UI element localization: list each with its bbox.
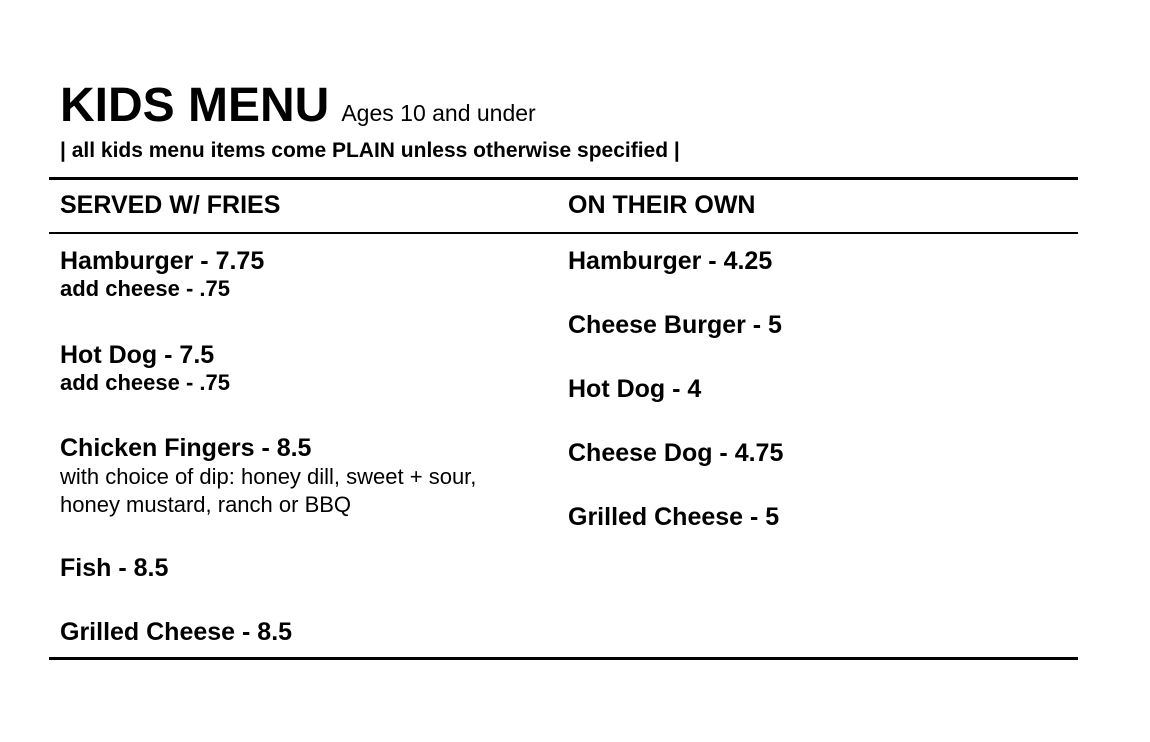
menu-item-grilled-cheese-fries bbox=[60, 617, 292, 647]
menu-note: | all kids menu items come PLAIN unless otherwise specified | bbox=[60, 139, 680, 162]
bottom-divider bbox=[49, 657, 1078, 660]
menu-item-addon: add cheese - .75 bbox=[60, 370, 230, 395]
menu-item-description: honey mustard, ranch or BBQ bbox=[60, 492, 352, 517]
menu-item-name: Cheese Burger - 5 bbox=[568, 311, 782, 339]
menu-item-name: Hamburger - 4.25 bbox=[568, 247, 773, 275]
menu-item-hotdog-fries bbox=[60, 340, 230, 396]
menu-item-hotdog-solo bbox=[568, 374, 701, 404]
menu-item-name: Fish - 8.5 bbox=[60, 554, 169, 582]
menu-item-name: Grilled Cheese - 5 bbox=[568, 503, 780, 531]
menu-item-description: with choice of dip: honey dill, sweet + sour, bbox=[60, 464, 477, 489]
menu-item-name: Chicken Fingers - 8.5 bbox=[60, 434, 312, 462]
menu-item-hamburger-solo bbox=[568, 246, 772, 276]
menu-item-name: Grilled Cheese - 8.5 bbox=[60, 618, 293, 646]
page-title: KIDS MENU bbox=[60, 79, 330, 132]
menu-item-name: Cheese Dog - 4.75 bbox=[568, 439, 784, 467]
menu-item-fish bbox=[60, 553, 168, 583]
heading-divider bbox=[49, 232, 1078, 234]
menu-item-addon: add cheese - .75 bbox=[60, 276, 230, 301]
menu-item-chicken-fingers bbox=[60, 433, 476, 519]
menu-item-cheese-burger-solo bbox=[568, 310, 782, 340]
left-column-heading: SERVED W/ FRIES bbox=[60, 191, 281, 219]
top-divider bbox=[49, 177, 1078, 180]
right-column-heading: ON THEIR OWN bbox=[568, 191, 756, 219]
menu-item-name: Hot Dog - 4 bbox=[568, 375, 702, 403]
page-subtitle: Ages 10 and under bbox=[341, 100, 536, 126]
menu-item-name: Hot Dog - 7.5 bbox=[60, 341, 215, 369]
menu-item-name: Hamburger - 7.75 bbox=[60, 247, 265, 275]
menu-item-hamburger-fries bbox=[60, 246, 264, 302]
menu-header bbox=[60, 78, 536, 141]
menu-item-cheese-dog-solo bbox=[568, 438, 783, 468]
menu-item-grilled-cheese-solo bbox=[568, 502, 779, 532]
